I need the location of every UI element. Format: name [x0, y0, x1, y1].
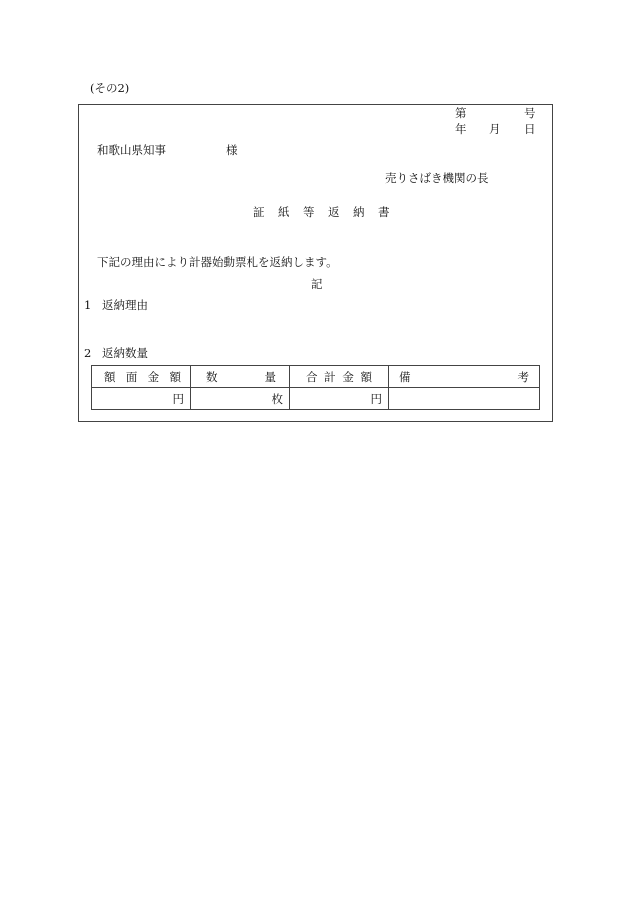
header-face-value-label	[104, 370, 181, 384]
header-remarks-label	[399, 370, 529, 384]
body-text: 下記の理由により計器始動票札を返納します。	[97, 255, 338, 269]
addressee-name: 和歌山県知事	[97, 143, 166, 157]
cell-remarks[interactable]	[389, 388, 540, 410]
header-char: 備	[399, 369, 411, 384]
date-year: 年	[455, 122, 467, 136]
doc-number-prefix: 第	[455, 106, 467, 120]
cell-quantity[interactable]: 枚	[191, 388, 290, 410]
header-char: 金	[147, 369, 160, 384]
header-char: 面	[125, 369, 138, 384]
table-row	[92, 388, 540, 410]
header-total-amount-label	[306, 370, 372, 384]
header-quantity	[191, 366, 290, 388]
header-quantity-label	[206, 370, 276, 384]
section-label-reason: 返納理由	[102, 298, 148, 312]
ki-marker: 記	[311, 277, 323, 291]
date-month: 月	[489, 122, 501, 136]
date-day: 日	[524, 122, 536, 136]
header-face-value	[92, 366, 191, 388]
header-char: 額	[169, 369, 181, 384]
header-char: 考	[517, 369, 529, 384]
header-remarks	[389, 366, 540, 388]
section-number: 2	[84, 346, 92, 360]
header-total-amount	[290, 366, 389, 388]
doc-number-suffix: 号	[524, 106, 536, 120]
header-char: 額	[104, 369, 116, 384]
return-quantity-table	[91, 365, 540, 410]
sender-title: 売りさばき機関の長	[385, 171, 489, 185]
addressee-honorific: 様	[226, 143, 238, 157]
header-char: 額	[360, 369, 372, 384]
document-title: 証紙等返納書	[253, 205, 403, 219]
form-variant-note: (その2)	[90, 81, 130, 95]
section-number: 1	[84, 298, 92, 312]
header-char: 金	[342, 369, 354, 384]
section-label-quantity: 返納数量	[102, 346, 148, 360]
header-char: 合	[306, 369, 318, 384]
header-char: 量	[264, 369, 276, 384]
cell-face-value[interactable]: 円	[92, 388, 191, 410]
cell-total-amount[interactable]: 円	[290, 388, 389, 410]
header-char: 計	[324, 369, 336, 384]
table-header-row	[92, 366, 540, 388]
header-char: 数	[206, 369, 218, 384]
